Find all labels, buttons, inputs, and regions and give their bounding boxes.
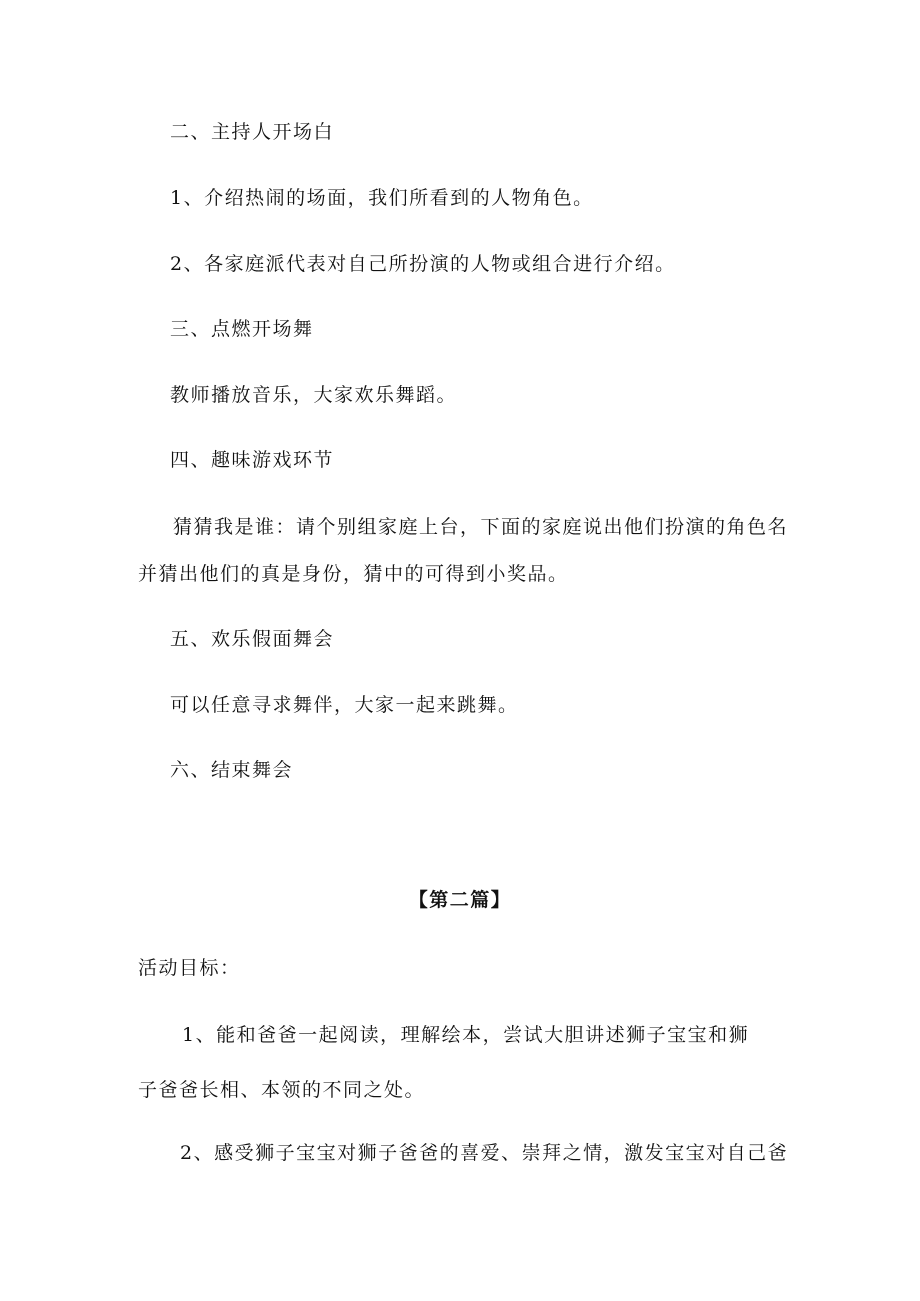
section-3-heading: 三、点燃开场舞 — [170, 318, 314, 340]
goals-label: 活动目标： — [138, 957, 241, 979]
section-5-text: 可以任意寻求舞伴，大家一起来跳舞。 — [170, 694, 519, 716]
section-4-heading: 四、趣味游戏环节 — [170, 449, 335, 471]
goal-1-line2: 子爸爸长相、本领的不同之处。 — [138, 1079, 426, 1101]
item-2-1: 1、介绍热闹的场面，我们所看到的人物角色。 — [170, 187, 594, 209]
item-2-2: 2、各家庭派代表对自己所扮演的人物或组合进行介绍。 — [170, 253, 676, 275]
part-2-title: 【第二篇】 — [408, 889, 512, 911]
section-4-text-line2: 并猜出他们的真是身份，猜中的可得到小奖品。 — [138, 563, 569, 585]
section-2-heading: 二、主持人开场白 — [170, 121, 335, 143]
goal-1-line1: 1、能和爸爸一起阅读，理解绘本，尝试大胆讲述狮子宝宝和狮 — [182, 1024, 750, 1046]
section-5-heading: 五、欢乐假面舞会 — [170, 628, 335, 650]
section-6-heading: 六、结束舞会 — [170, 759, 294, 781]
section-3-text: 教师播放音乐，大家欢乐舞蹈。 — [170, 384, 458, 406]
section-4-text-line1: 猜猜我是谁：请个别组家庭上台，下面的家庭说出他们扮演的角色名 — [173, 516, 789, 538]
goal-2-line1: 2、感受狮子宝宝对狮子爸爸的喜爱、崇拜之情，激发宝宝对自己爸 — [180, 1142, 789, 1164]
